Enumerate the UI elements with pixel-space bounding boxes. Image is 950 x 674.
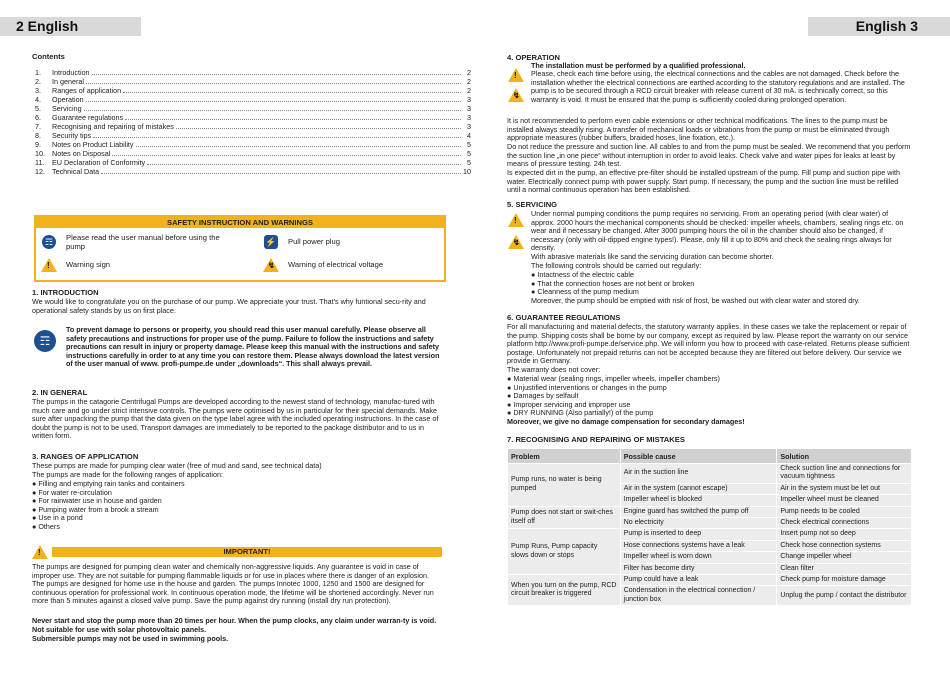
list-item [32, 523, 442, 532]
solution-cell: Change impeller wheel [777, 552, 912, 563]
list-item-text: Cleanness of the pump medium [537, 287, 639, 297]
contents-title: Contents [32, 52, 65, 61]
electrical-warning-icon: ↯ [508, 88, 524, 102]
table-header-row [508, 449, 912, 464]
toc-entry[interactable] [35, 158, 471, 167]
bullet-icon: ● [507, 399, 514, 409]
toc-leader [92, 74, 461, 75]
safety-pull-plug: Pull power plug [288, 237, 340, 246]
solution-cell: Check electrical connections [777, 518, 912, 529]
toc-entry[interactable] [35, 95, 471, 104]
problem-cell: Pump runs, no water is being pumped [508, 464, 621, 507]
toc-label: In general [52, 77, 84, 86]
general-heading: 2. IN GENERAL [32, 388, 88, 397]
toc-number: 11. [35, 158, 45, 167]
toc-entry[interactable] [35, 149, 471, 158]
toc-page: 5 [467, 149, 471, 158]
general-text: The pumps in the catagorie Centrifugal Pumps are developed according to the newest stand of technology, manufac-tured with much care and go under strict intensive controls. The pumps were optimised by us in particular for their special demands. Make sure after unpacking the pump that the data given on the type label agree with the included operating instructions. In the case of doubt the pump is not to be used. Transport damages are immediately to be reported to the package distributor and to us in written form. [32, 397, 439, 441]
bullet-icon: ● [32, 521, 39, 531]
list-item-text: DRY RUNNING (Also partially!) of the pump [513, 408, 654, 418]
toc-page: 4 [467, 131, 471, 140]
toc-leader [101, 173, 461, 174]
toc-leader [147, 164, 461, 165]
toc-label: Guarantee regulations [52, 113, 124, 122]
solution-cell: Air in the system must be let out [777, 483, 912, 494]
cause-cell: Pump is inserted to deep [620, 529, 777, 540]
guarantee-not-cover: The warranty does not cover: [507, 365, 601, 374]
bullet-icon: ● [507, 408, 514, 418]
warning-triangle-icon: ! [41, 258, 57, 272]
intro-heading: 1. INTRODUCTION [32, 288, 99, 297]
list-item-text: Use in a pond [38, 513, 83, 523]
operation-p1: It is not recommended to perform even cable extensions or other technical modifications. The lines to the pump must be installed always steadily rising. A transfer of mechanical loads or vibrations from the pump or must be eliminated through appropriate measures (rubber buffers, braided hoses, line fixation, etc.). [507, 116, 890, 143]
cause-cell: Condensation in the electrical connection / junction box [620, 586, 777, 606]
toc-leader [86, 101, 461, 102]
cause-cell: Engine guard has switched the pump off [620, 506, 777, 517]
important-title: IMPORTANT! [52, 547, 442, 557]
toc-leader [125, 119, 461, 120]
guarantee-list [507, 375, 912, 418]
operation-warn-text: Please, check each time before using, the electrical connections and the cables are not damaged. Check before the installation whether the electrical connections are earthed according to the statutory regulations and are installed. The pump is to be secured through a RCD circuit breaker with release current of 30 mA. is technically correct, so this warranty is void. It must be ensured that the pump is sufficiently cooled during prolonged operation. [531, 69, 905, 104]
cause-cell: Filter has become dirty [620, 563, 777, 574]
ranges-heading: 3. RANGES OF APPLICATION [32, 452, 139, 461]
safety-box [34, 215, 446, 282]
problem-cell: Pump does not start or swit-ches itself off [508, 506, 621, 529]
toc-page: 2 [467, 86, 471, 95]
list-item-text: Intactness of the electric cable [537, 270, 635, 279]
toc-number: 5. [35, 104, 41, 113]
problem-cell: When you turn on the pump, RCD circuit breaker is triggered [508, 575, 621, 606]
toc-page: 2 [467, 68, 471, 77]
intro-text: We would like to congratulate you on the purchase of our pump. We appreciate your trust. That's why funtional secu-rity and operational safety stands by us on first place. [32, 297, 426, 315]
toc-number: 7. [35, 122, 41, 131]
column-header: Problem [508, 449, 621, 464]
ranges-line2: The pumps are made for the following ranges of application: [32, 470, 223, 479]
mistakes-table [507, 448, 912, 606]
toc-number: 1. [35, 68, 41, 77]
list-item-text: Material wear (sealing rings, impeller wheels, impeller chambers) [513, 374, 720, 383]
toc-page: 3 [467, 95, 471, 104]
guarantee-bold: Moreover, we give no damage compensation for secondary damages! [507, 417, 745, 426]
operation-p3: Is expected dirt in the pump, an effective pre-filter should be installed upstream of the pump. Fill pump and suction pipe with water. Electrically connect pump with power supply. Start pump. If necessary, the pump and the suction line must be refilled until a normal continuous operation has been established. [507, 168, 900, 195]
toc-label: Security tips [52, 131, 92, 140]
table-row [508, 506, 912, 517]
power-plug-icon: ⚡ [265, 237, 277, 247]
bullet-icon: ● [507, 374, 514, 383]
solution-cell: Check hose connection systems [777, 540, 912, 551]
bullet-icon: ● [32, 479, 39, 488]
cause-cell: Pump could have a leak [620, 575, 777, 586]
solution-cell: Clean filter [777, 563, 912, 574]
read-manual-icon: ☶ [42, 235, 56, 249]
ranges-list [32, 480, 442, 532]
toc-page: 10 [463, 167, 471, 176]
toc-label: EU Declaration of Conformity [52, 158, 146, 167]
toc-leader [112, 155, 461, 156]
list-item-text: For water re-circulation [38, 487, 112, 497]
problem-cell: Pump Runs, Pump capacity slows down or stops [508, 529, 621, 575]
toc-leader [93, 137, 461, 138]
bullet-icon: ● [531, 278, 538, 288]
intro-bold-note: To prevent damage to persons or property, you should read this user manual carefully. Please observe all safety precautions and instructions for proper use of the pump. Failure to follow the instructions and safety precautions can result in injury or property damage. Please keep this manual with the instructions and safety instructions carefully in order to at any time you can restore them. Please always download the latest version of the user manual of www. profi-pumpe.de under „downloads“. This shall always prevail. [66, 325, 440, 369]
page-header-left: 2 English [0, 17, 141, 36]
list-item-text: That the connection hoses are not bent or broken [537, 278, 695, 288]
warning-triangle-icon: ! [32, 545, 48, 559]
important-text: The pumps are designed for pumping clean water and chemically non-aggressive liquids. Any guarantee is void in case of improper use. They are not suitable for pumping flammable liquids or for use in places where there is danger of an explosion. The pumps are designed for home use in the house and garden. The pumps Innotec 1000, 1250 and 1500 are designed for continuous operation for professional work. In continuous operation mode, the lifetime will be shortened accordingly. Never run more than 5 minutes against a closed valve pump. Save the pump against dry running (install dry run protection). [32, 562, 434, 606]
operation-p2: Do not reduce the pressure and suction line. All cables to and from the pump must be sealed. We recommend that you perform the suction line „in one piece“ without interruption in order to avoid leaks. Check valve and water pipes for leaks at least by means of pressure testing. 24h test. [507, 142, 911, 169]
toc-entry[interactable] [35, 122, 471, 131]
list-item-text: Others [38, 521, 60, 531]
table-row [508, 464, 912, 484]
cause-cell: Hose connections systems have a leak [620, 540, 777, 551]
cause-cell: No electricity [620, 518, 777, 529]
toc-entry[interactable] [35, 167, 471, 176]
servicing-list [531, 271, 912, 297]
toc-page: 3 [467, 113, 471, 122]
toc-number: 8. [35, 131, 41, 140]
solution-cell: Insert pump not so deep [777, 529, 912, 540]
toc-number: 6. [35, 113, 41, 122]
safety-warning-sign: Warning sign [66, 260, 111, 269]
bullet-icon: ● [32, 487, 39, 497]
list-item-text: Pumping water from a brook a stream [38, 504, 159, 514]
table-row [508, 575, 912, 586]
cause-cell: Impeller wheel is worn down [620, 552, 777, 563]
ranges-line1: These pumps are made for pumping clear water (free of mud and sand, see technical data) [32, 461, 322, 470]
toc-page: 5 [467, 158, 471, 167]
electrical-warning-icon: ↯ [263, 258, 279, 272]
toc-label: Introduction [52, 68, 90, 77]
electrical-warning-icon: ↯ [508, 235, 524, 249]
toc-page: 5 [467, 140, 471, 149]
toc-page: 3 [467, 104, 471, 113]
bullet-icon: ● [32, 504, 39, 514]
toc-label: Ranges of application [52, 86, 122, 95]
column-header: Possible cause [620, 449, 777, 464]
bullet-icon: ● [507, 391, 514, 401]
bullet-icon: ● [32, 513, 39, 523]
toc-label: Operation [52, 95, 84, 104]
solution-cell: Pump needs to be cooled [777, 506, 912, 517]
list-item [32, 506, 442, 515]
toc-entry[interactable] [35, 104, 471, 113]
bullet-icon: ● [531, 287, 538, 297]
mistakes-heading: 7. RECOGNISING AND REPAIRING OF MISTAKES [507, 435, 685, 444]
list-item [32, 514, 442, 523]
servicing-line1: With abrasive materials like sand the servicing duration can become shorter. [531, 252, 774, 261]
safety-electrical: Warning of electrical voltage [288, 260, 384, 269]
toc-entry[interactable] [35, 140, 471, 149]
toc-page: 2 [467, 77, 471, 86]
toc-page: 3 [467, 122, 471, 131]
toc-label: Recognising and repairing of mistakes [52, 122, 174, 131]
toc-leader [84, 110, 461, 111]
bullet-icon: ● [531, 270, 538, 279]
list-item-text: Damages by selfault [513, 391, 579, 401]
warning-triangle-icon: ! [508, 213, 524, 227]
toc-entry[interactable] [35, 77, 471, 86]
toc-label: Notes on Product Liability [52, 140, 134, 149]
cause-cell: Air in the system (cannot escape) [620, 483, 777, 494]
toc-label: Notes on Disposal [52, 149, 111, 158]
toc-number: 12. [35, 167, 45, 176]
table-of-contents [35, 68, 471, 176]
servicing-heading: 5. SERVICING [507, 200, 558, 209]
important-bold2: Submersible pumps may not be used in swimming pools. [32, 634, 229, 643]
cause-cell: Air in the suction line [620, 464, 777, 484]
solution-cell: Check pump for moisture damage [777, 575, 912, 586]
bullet-icon: ● [507, 382, 514, 392]
list-item-text: For rainwater use in house and garden [38, 496, 162, 506]
toc-number: 9. [35, 140, 41, 149]
toc-leader [136, 146, 461, 147]
toc-entry[interactable] [35, 68, 471, 77]
operation-heading: 4. OPERATION [507, 53, 561, 62]
toc-entry[interactable] [35, 113, 471, 122]
operation-bold: The installation must be performed by a qualified professional. [531, 61, 746, 70]
warning-triangle-icon: ! [508, 68, 524, 82]
list-item-text: Filling and emptying rain tanks and containers [38, 479, 185, 488]
list-item-text: Unjustified interventions or changes in the pump [513, 382, 667, 392]
toc-leader [176, 128, 461, 129]
solution-cell: Impeller wheel must be cleaned [777, 495, 912, 506]
toc-number: 2. [35, 77, 41, 86]
table-row [508, 529, 912, 540]
read-manual-icon: ☶ [34, 330, 56, 352]
important-bar [32, 545, 442, 560]
toc-entry[interactable] [35, 86, 471, 95]
important-bold1: Never start and stop the pump more than 20 times per hour. When the pump clocks, any claim under warran-ty is void. Not suitable for use with solar photovoltaic panels. [32, 616, 437, 634]
page-header-right: English 3 [808, 17, 950, 36]
toc-leader [86, 83, 461, 84]
toc-entry[interactable] [35, 131, 471, 140]
safety-read-manual: Please read the user manual before using the pump [66, 233, 220, 251]
list-item-text: Improper servicing and improper use [513, 399, 631, 409]
cause-cell: Impeller wheel is blocked [620, 495, 777, 506]
toc-number: 3. [35, 86, 41, 95]
guarantee-heading: 6. GUARANTEE REGULATIONS [507, 313, 621, 322]
toc-number: 10. [35, 149, 45, 158]
toc-number: 4. [35, 95, 41, 104]
toc-leader [123, 92, 461, 93]
guarantee-text: For all manufacturing and material defects, the statutory warranty applies. In these cases we take the replacement or repair of the pump. Shipping costs shall be borne by our company, except as required by law. Please report the warranty on our service platform http://www.profi-pumpe.de/service.php. We will inform you how to proceed with case-related. Returns please sufficient postage. Unfortunately not prepaid returns can not be accepted because they are filtered out before delivery. Our service we provide in Germany. [507, 322, 910, 366]
column-header: Solution [777, 449, 912, 464]
toc-label: Servicing [52, 104, 82, 113]
bullet-icon: ● [32, 496, 39, 506]
servicing-warn-text: Under normal pumping conditions the pump requires no servicing. From an operating period (with clear water) of approx. 2000 hours the mechanical components should be checked: impeller wheels, chambers, sealing rings etc. on wear and if necessary be changed. After 3000 pumping hours the oil in the chamber should also be changed, if necessary (only with oil-dipped engine types!). Please, only fill it up to 80% and check the sealing rings always for density. [531, 209, 904, 253]
safety-title: SAFETY INSTRUCTION AND WARNINGS [36, 217, 444, 228]
solution-cell: Unplug the pump / contact the distributor [777, 586, 912, 606]
toc-label: Technical Data [52, 167, 100, 176]
solution-cell: Check suction line and connections for vacuum tightness [777, 464, 912, 484]
servicing-line2: The following controls should be carried out regularly: [531, 261, 702, 270]
servicing-line3: Moreover, the pump should be emptied with risk of frost, be washed out with clear water and stored dry. [531, 296, 860, 305]
